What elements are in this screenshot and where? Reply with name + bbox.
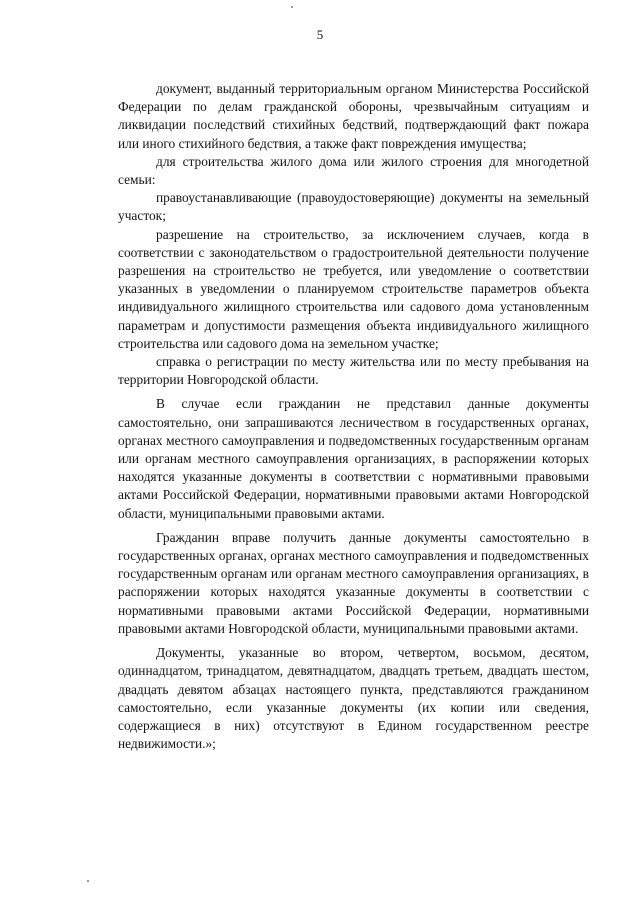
paragraph-forestry-request: В случае если гражданин не представил данные документы самостоятельно, они запрашиваются лесничеством в государственных органах, органах местного самоуправления и подведомственных государственным органам или органам местного самоуправления организациях, в распоряжении которых находятся указанные документы в соответствии с нормативными правовыми актами Российской Федерации, нормативными правовыми актами Новгородской области, муниципальными правовыми актами. xyxy=(118,396,589,521)
paragraph-documents-list: Документы, указанные во втором, четвертом, восьмом, десятом, одиннадцатом, тринадцатом, девятнадцатом, двадцать третьем, двадцать шестом, двадцать девятом абзацах настоящего пункта, представляются гражданином самостоятельно, если указанные документы (их копии или сведения, содержащиеся в них) отсутствуют в Едином государственном реестре недвижимости.»; xyxy=(118,645,589,752)
document-body xyxy=(118,80,589,753)
paragraph-large-family-heading: для строительства жилого дома или жилого строения для многодетной семьи: xyxy=(118,153,589,188)
paragraph-building-permit: разрешение на строительство, за исключением случаев, когда в соответствии с законодательством о градостроительной деятельности получение разрешения на строительство не требуется, или уведомление о соответствии указанных в уведомлении о планируемом строительстве параметров объекта индивидуального жилищного строительства или садового дома установленным параметрам и допустимости размещения объекта индивидуального жилищного строительства или садового дома на земельном участке; xyxy=(118,226,589,351)
scan-speck xyxy=(291,6,293,8)
paragraph-land-title-documents: правоустанавливающие (правоудостоверяющие) документы на земельный участок; xyxy=(118,190,589,224)
paragraph-emergency-document: документ, выданный территориальным органом Министерства Российской Федерации по делам гражданской обороны, чрезвычайным ситуациям и ликвидации последствий стихийных бедствий, подтверждающий факт пожара или иного стихийного бедствия, а также факт повреждения имущества; xyxy=(118,81,589,151)
paragraph-citizen-right: Гражданин вправе получить данные документы самостоятельно в государственных органах, органах местного самоуправления и подведомственных государственным органам или органам местного самоуправления организациях, в распоряжении которых находятся указанные документы в соответствии с нормативными правовыми актами Российской Федерации, нормативными правовыми актами Новгородской области, муниципальными правовыми актами. xyxy=(118,529,589,636)
page-number: 5 xyxy=(316,27,324,42)
paragraph-registration-certificate: справка о регистрации по месту жительства или по месту пребывания на территории Новгородской области. xyxy=(118,354,589,388)
scan-speck xyxy=(87,880,89,882)
